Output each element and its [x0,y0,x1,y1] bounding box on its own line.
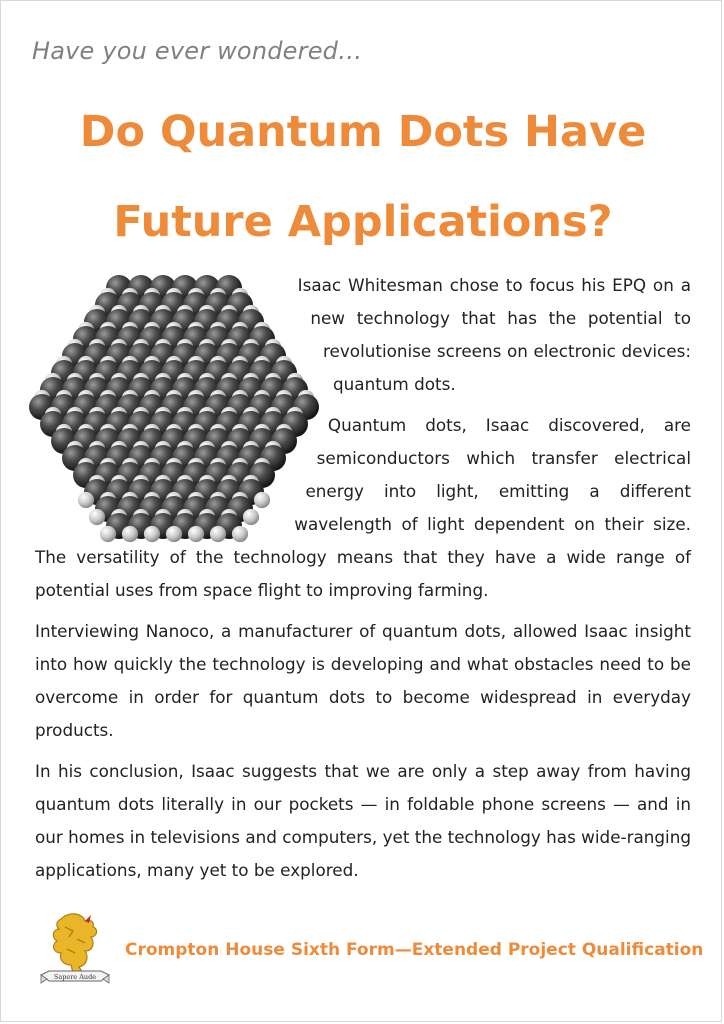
light-atom [166,526,182,542]
light-atom [243,509,259,525]
title-line-2: Future Applications? [113,197,613,247]
crest-logo [39,909,111,989]
paragraph-1: Isaac Whitesman chose to focus his EPQ on a new technology that has the potential to revolutionise screens on electronic devices: quantum dots. [297,275,691,394]
paragraph-2: Quantum dots, Isaac discovered, are semiconductors which transfer electrical energy into light, emitting a different wavelength of light dependent on their size. The versatility of the technology means that they have a wide range of potential uses from space flight to improving farming. [35,415,691,600]
quantum-dot-lattice-icon [25,271,323,543]
light-atom [254,492,270,508]
light-atom [89,509,105,525]
light-atom [78,492,94,508]
light-atom [122,526,138,542]
light-atom [188,526,204,542]
quantum-dot-illustration [25,271,323,543]
article-body [35,269,691,895]
light-atom [144,526,160,542]
footer-text: Crompton House Sixth Form—Extended Project Qualification [125,940,704,960]
crest-motto: Sapere Aude [53,973,97,981]
lion-crest-icon [39,909,111,989]
kicker-text: Have you ever wondered… [32,37,363,65]
paragraph-3: Interviewing Nanoco, a manufacturer of quantum dots, allowed Isaac insight into how quickly the technology is developing and what obstacles need to be overcome in order for quantum dots to become widespread in everyday products. [35,621,691,740]
paragraph-4: In his conclusion, Isaac suggests that we are only a step away from having quantum dots literally in our pockets — in foldable phone screens — and in our homes in televisions and computers, yet the technology has wide-ranging applications, many yet to be explored. [35,761,691,880]
light-atom [100,526,116,542]
page-title [1,87,724,267]
light-atom [210,526,226,542]
title-line-1: Do Quantum Dots Have [79,107,647,157]
light-atom [232,526,248,542]
